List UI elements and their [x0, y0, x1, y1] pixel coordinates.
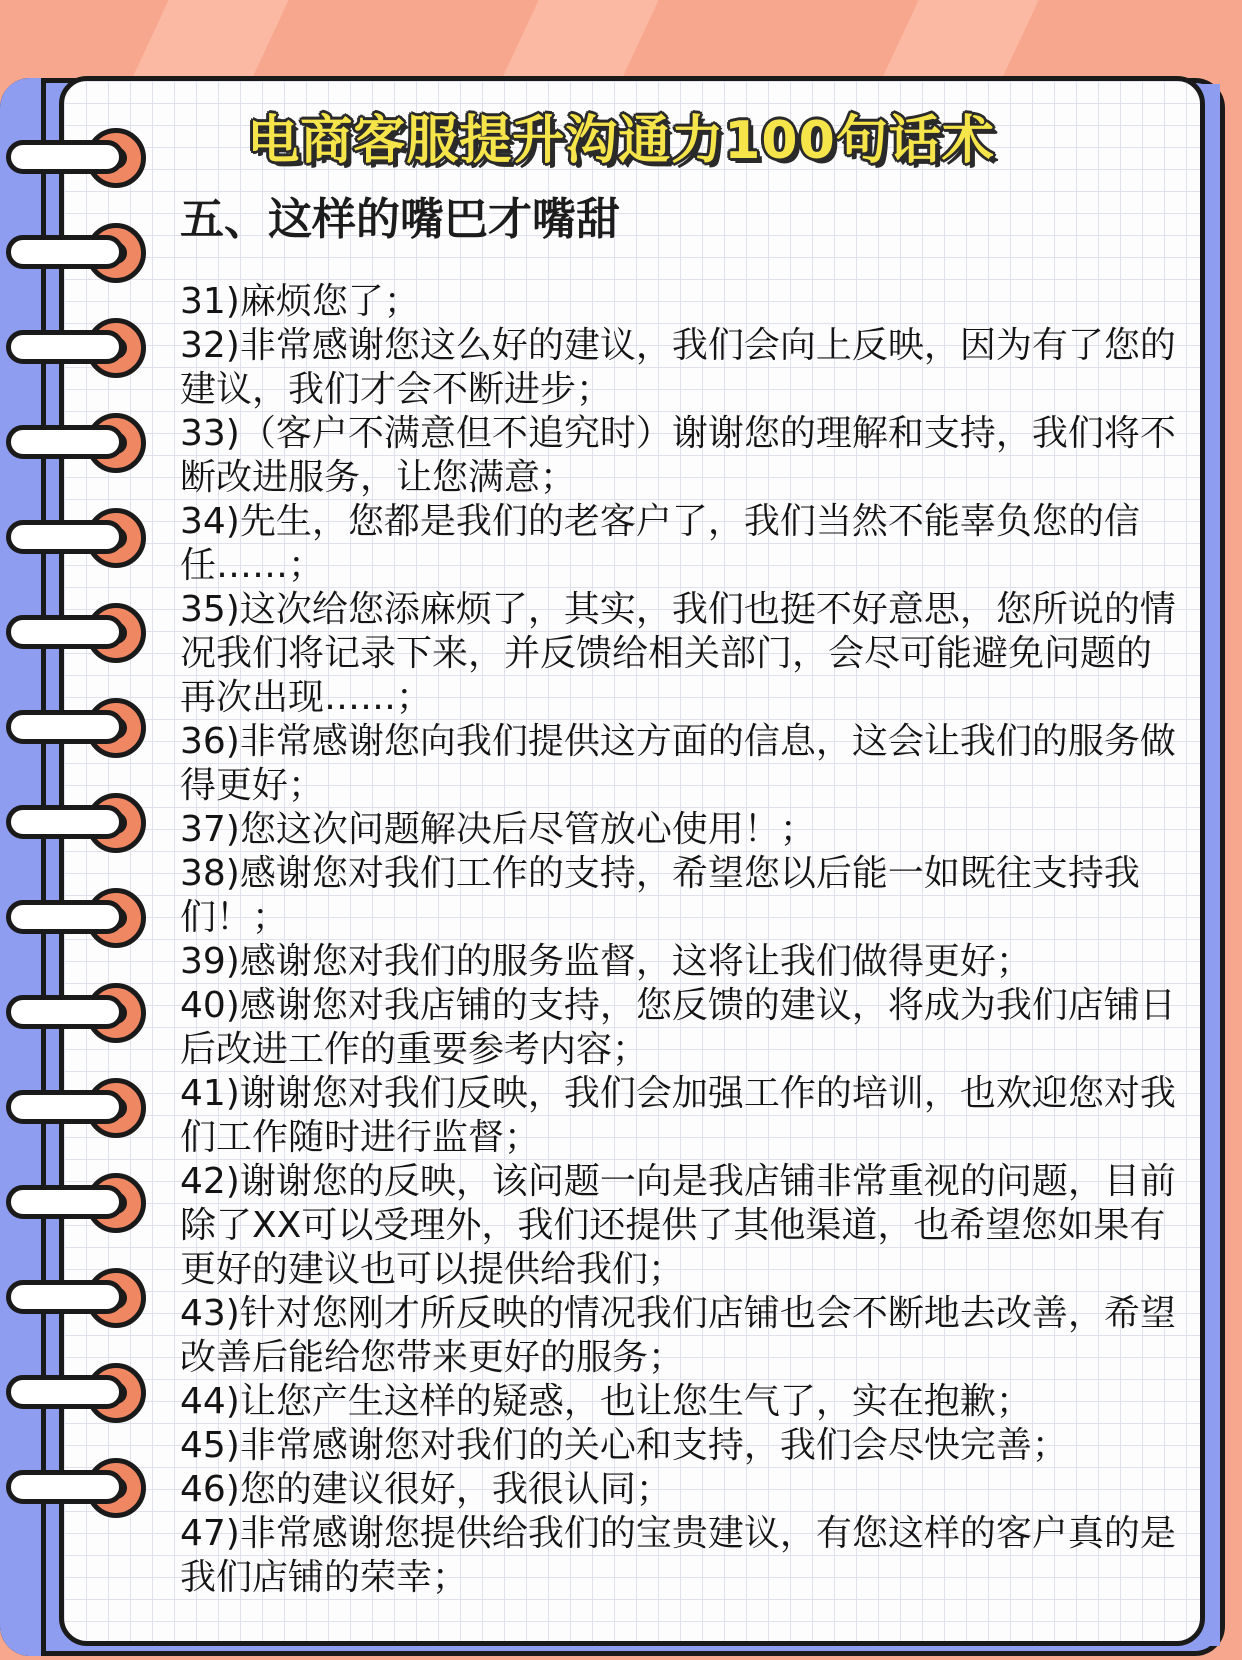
section-heading: 五、这样的嘴巴才嘴甜	[180, 194, 620, 245]
phrase-item: 32)非常感谢您这么好的建议，我们会向上反映，因为有了您的建议，我们才会不断进步；	[180, 325, 1176, 410]
spiral-ring	[6, 793, 150, 853]
spiral-ring	[6, 413, 150, 473]
spiral-ring	[6, 983, 150, 1043]
phrase-list	[180, 280, 1185, 1600]
spiral-ring	[6, 1078, 150, 1138]
phrase-item: 42)谢谢您的反映，该问题一向是我店铺非常重视的问题，目前除了XX可以受理外，我们还提供了其他渠道，也希望您如果有更好的建议也可以提供给我们；	[180, 1161, 1176, 1290]
phrase-item: 37)您这次问题解决后尽管放心使用！；	[180, 809, 816, 850]
phrase-item: 45)非常感谢您对我们的关心和支持，我们会尽快完善；	[180, 1425, 1068, 1466]
phrase-item: 41)谢谢您对我们反映，我们会加强工作的培训，也欢迎您对我们工作随时进行监督；	[180, 1073, 1176, 1158]
phrase-item: 39)感谢您对我们的服务监督，这将让我们做得更好；	[180, 941, 1032, 982]
page-title: 电商客服提升沟通力100句话术	[247, 111, 995, 171]
spiral-ring	[6, 1268, 150, 1328]
phrase-item: 33)（客户不满意但不追究时）谢谢您的理解和支持，我们将不断改进服务，让您满意；	[180, 413, 1176, 498]
spiral-ring	[6, 508, 150, 568]
spiral-ring	[6, 888, 150, 948]
spiral-ring	[6, 603, 150, 663]
phrase-item: 35)这次给您添麻烦了，其实，我们也挺不好意思，您所说的情况我们将记录下来，并反馈给相关部门，会尽可能避免问题的再次出现……；	[180, 589, 1176, 718]
phrase-item: 43)针对您刚才所反映的情况我们店铺也会不断地去改善，希望改善后能给您带来更好的服务；	[180, 1293, 1176, 1378]
spiral-ring	[6, 223, 150, 283]
spiral-ring	[6, 698, 150, 758]
spiral-ring	[6, 318, 150, 378]
phrase-item: 34)先生，您都是我们的老客户了，我们当然不能辜负您的信任……；	[180, 501, 1140, 586]
spiral-ring	[6, 1458, 150, 1518]
phrase-item: 40)感谢您对我店铺的支持，您反馈的建议，将成为我们店铺日后改进工作的重要参考内容；	[180, 985, 1176, 1070]
spiral-ring	[6, 1363, 150, 1423]
phrase-item: 44)让您产生这样的疑惑，也让您生气了，实在抱歉；	[180, 1381, 1032, 1422]
spiral-ring	[6, 1173, 150, 1233]
phrase-item: 47)非常感谢您提供给我们的宝贵建议，有您这样的客户真的是我们店铺的荣幸；	[180, 1513, 1176, 1598]
phrase-item: 46)您的建议很好，我很认同；	[180, 1469, 672, 1510]
phrase-item: 38)感谢您对我们工作的支持，希望您以后能一如既往支持我们！；	[180, 853, 1140, 938]
phrase-item: 31)麻烦您了；	[180, 281, 420, 322]
phrase-item: 36)非常感谢您向我们提供这方面的信息，这会让我们的服务做得更好；	[180, 721, 1176, 806]
